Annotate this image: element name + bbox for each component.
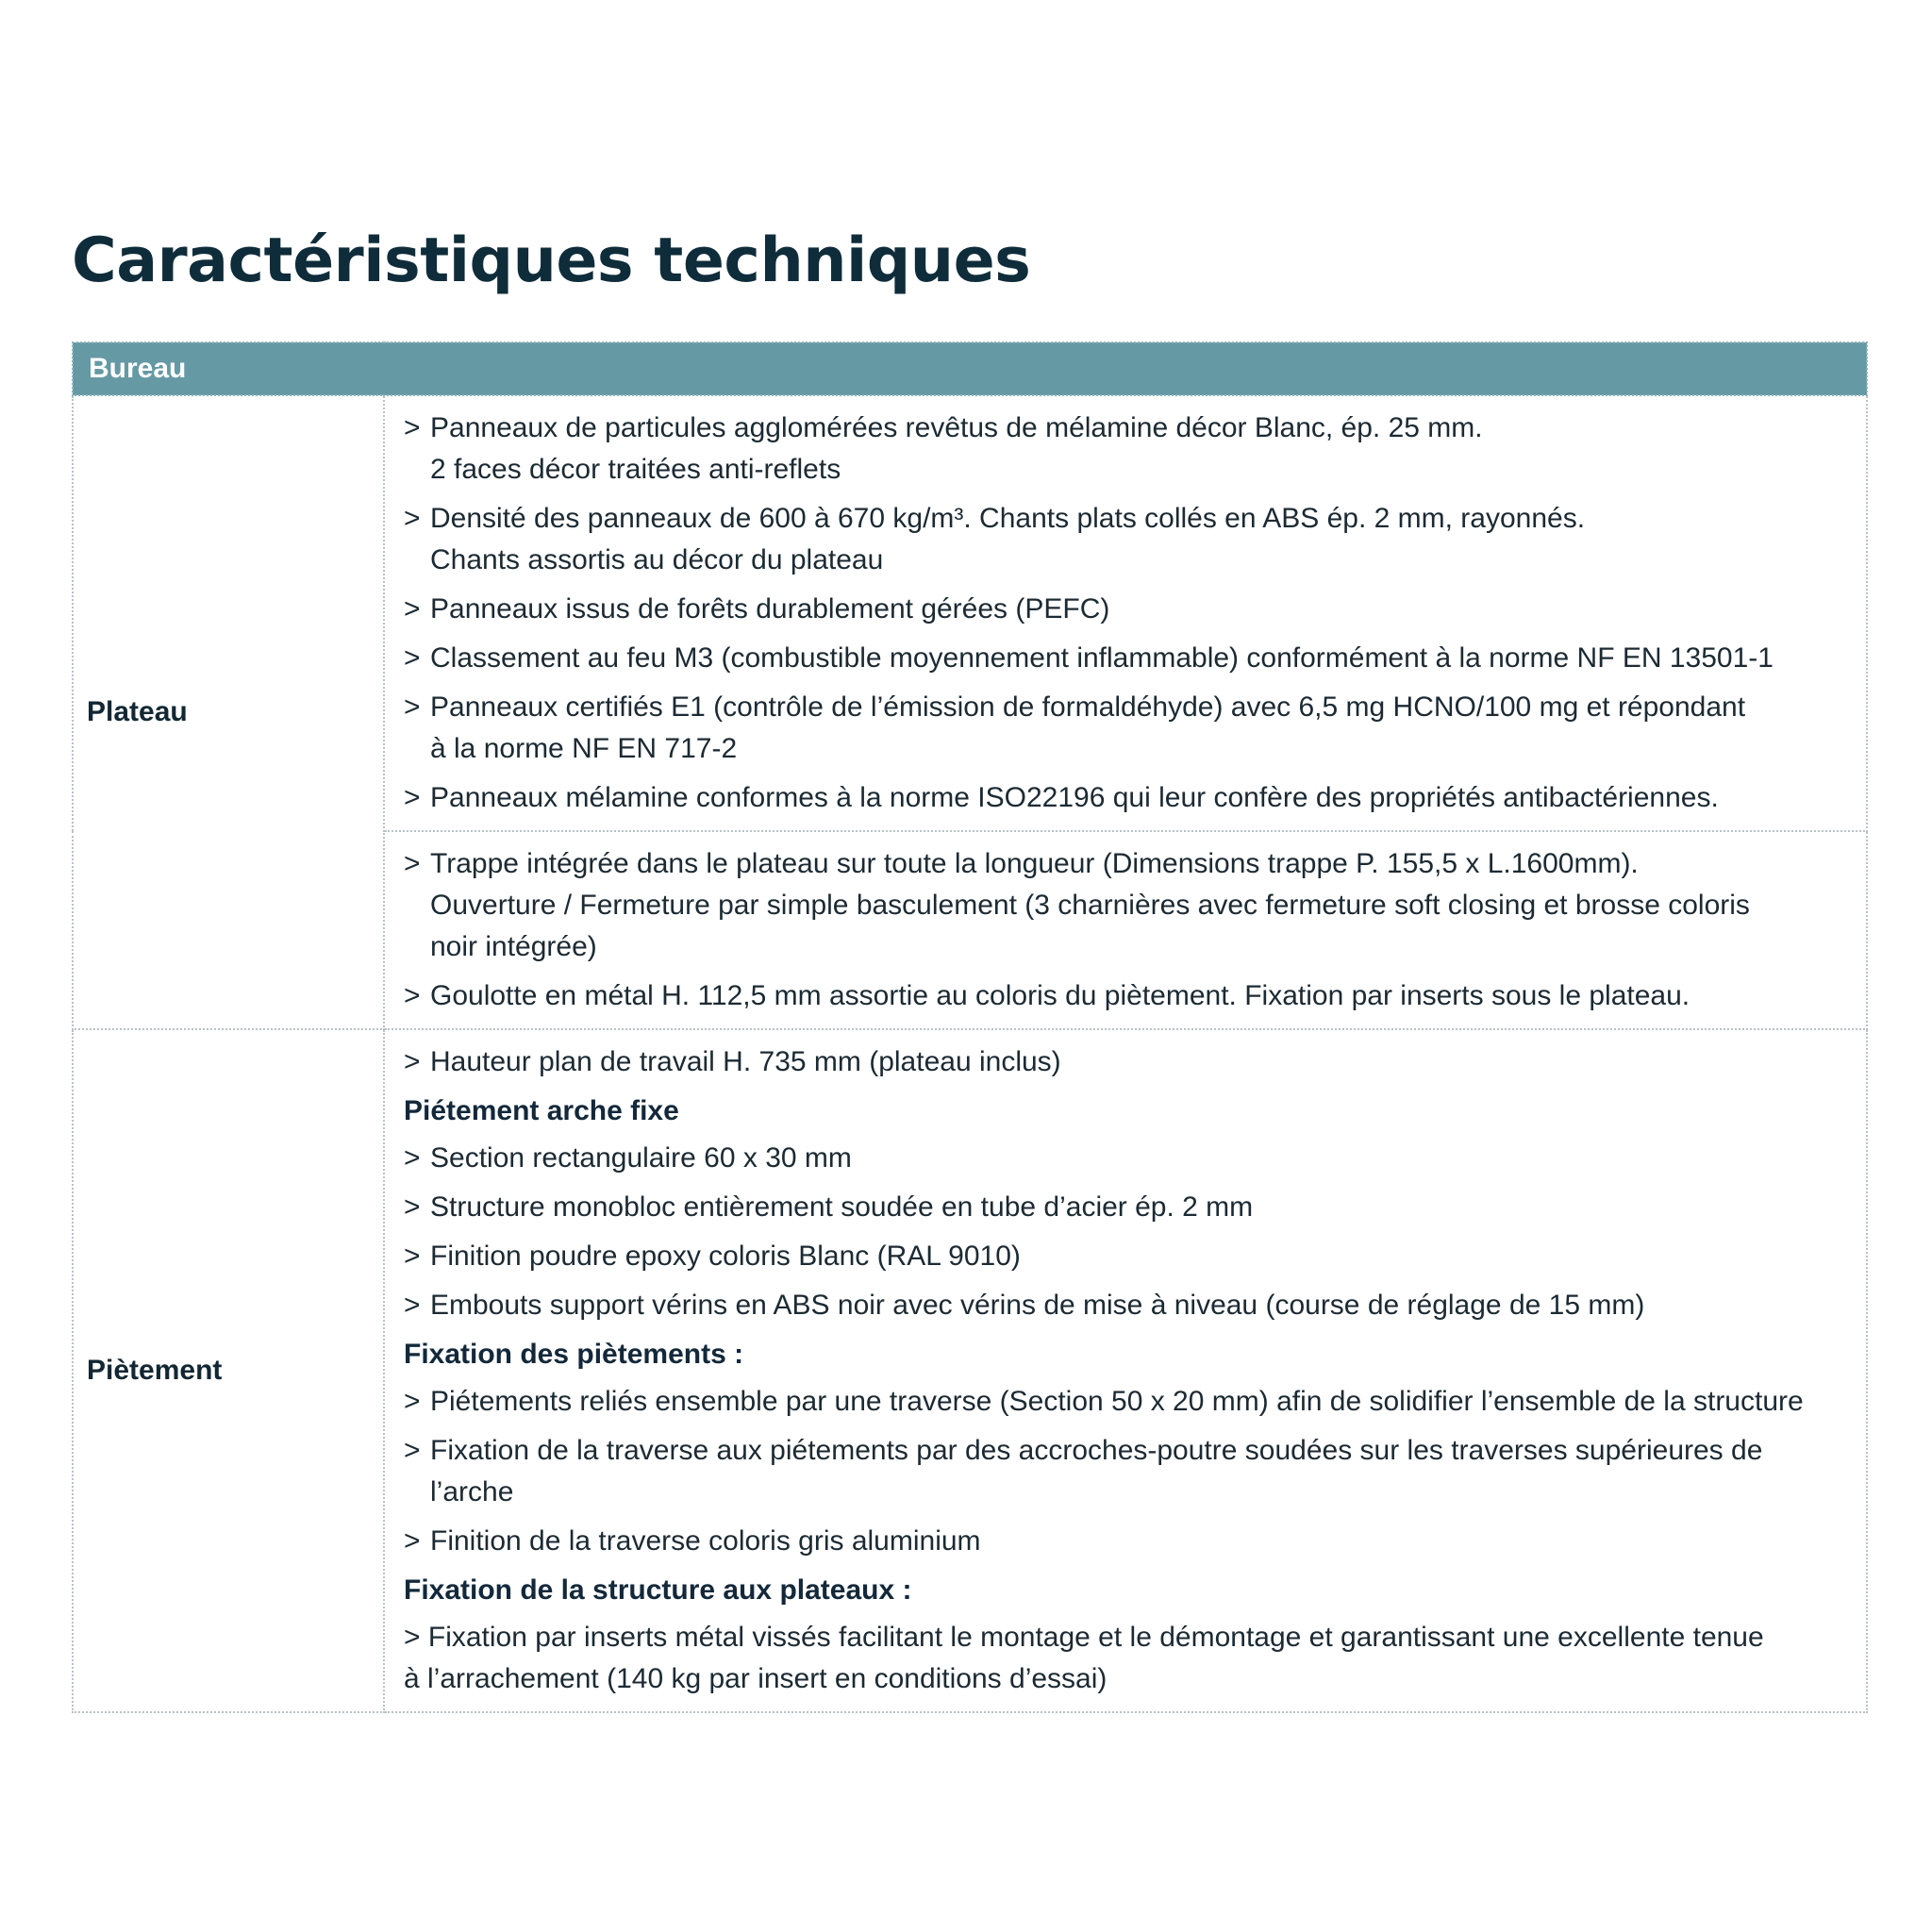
list-item-line: à la norme NF EN 717-2 (430, 733, 738, 764)
list-item-line: Piétements reliés ensemble par une traverse (Section 50 x 20 mm) afin de solidifier l’ensemble de la structure (430, 1386, 1804, 1417)
list-item (404, 498, 1847, 581)
list-item (404, 1236, 1847, 1277)
spec-table (72, 341, 1868, 1713)
list-item-text (430, 408, 1847, 491)
bullet-marker: > (404, 782, 421, 813)
row-label-plateau: Plateau (73, 395, 384, 1029)
list-item (404, 975, 1847, 1017)
list-item (404, 777, 1847, 819)
list-item-line: à l’arrachement (140 kg par insert en conditions d’essai) (404, 1663, 1108, 1694)
list-item-line: Embouts support vérins en ABS noir avec vérins de mise à niveau (course de réglage de 15 mm) (430, 1290, 1645, 1321)
list-item-line: Finition poudre epoxy coloris Blanc (RAL 9010) (430, 1241, 1021, 1272)
list-item-line: Panneaux issus de forêts durablement gérées (PEFC) (430, 593, 1110, 625)
bullet-marker: > (404, 642, 421, 674)
list-item-line: Fixation de la traverse aux piétements par des accroches-poutre soudées sur les traverses supérieures de (430, 1435, 1763, 1466)
list-item-line: Section rectangulaire 60 x 30 mm (430, 1142, 852, 1174)
bullet-marker: > (404, 1386, 421, 1417)
list-item (404, 1617, 1847, 1700)
bullet-marker: > (404, 980, 421, 1011)
list-item-line: Panneaux certifiés E1 (contrôle de l’émission de formaldéhyde) avec 6,5 mg HCNO/100 mg et répondant (430, 691, 1746, 723)
list-item-text (430, 498, 1847, 581)
list-item-text (430, 1236, 1847, 1277)
section-header: Bureau (73, 342, 1867, 395)
list-item-line: Panneaux mélamine conformes à la norme ISO22196 qui leur confère des propriétés antibactériennes. (430, 782, 1719, 813)
subheading: Fixation des piètements : (404, 1339, 744, 1370)
list-item-line: Hauteur plan de travail H. 735 mm (plateau inclus) (430, 1046, 1061, 1077)
list-item-line: Panneaux de particules agglomérées revêtus de mélamine décor Blanc, ép. 25 mm. (430, 412, 1483, 443)
list-item-line: Trappe intégrée dans le plateau sur toute la longueur (Dimensions trappe P. 155,5 x L.1600mm). (430, 848, 1639, 879)
bullet-marker: > (404, 1191, 421, 1223)
list-item-text (430, 1285, 1847, 1326)
table-row-plateau-1 (73, 395, 1867, 831)
list-item-line: l’arche (430, 1476, 514, 1507)
list-item (404, 843, 1847, 968)
list-item-text (430, 589, 1847, 630)
bullet-marker: > (404, 1622, 421, 1653)
list-item-text (430, 975, 1847, 1017)
list-item-text (430, 687, 1847, 770)
list-item-line: Ouverture / Fermeture par simple basculement (3 charnières avec fermeture soft closing et brosse coloris (430, 890, 1750, 921)
list-item-text (430, 777, 1847, 819)
section-header-row (73, 342, 1867, 395)
list-item (404, 1187, 1847, 1228)
list-item-line: Chants assortis au décor du plateau (430, 544, 884, 575)
list-item-text (430, 1187, 1847, 1228)
list-item-line: Classement au feu M3 (combustible moyennement inflammable) conformément à la norme NF EN 13501-1 (430, 642, 1774, 674)
list-item-text (430, 1041, 1847, 1083)
page-title: Caractéristiques techniques (72, 225, 1031, 296)
list-item-line: Structure monobloc entièrement soudée en tube d’acier ép. 2 mm (430, 1191, 1254, 1223)
list-item (404, 589, 1847, 630)
list-item-line: Fixation par inserts métal vissés facilitant le montage et le démontage et garantissant une excellente tenue (427, 1622, 1764, 1653)
bullet-marker: > (404, 1435, 421, 1466)
list-item-text (430, 1381, 1847, 1423)
row-label-pietement: Piètement (73, 1029, 384, 1712)
bullet-marker: > (404, 593, 421, 625)
subheading: Piétement arche fixe (404, 1095, 679, 1126)
list-item-line: Finition de la traverse coloris gris aluminium (430, 1525, 981, 1557)
bullet-marker: > (404, 1046, 421, 1077)
list-item-line: Densité des panneaux de 600 à 670 kg/m³. Chants plats collés en ABS ép. 2 mm, rayonnés. (430, 503, 1586, 534)
list-item-line: 2 faces décor traitées anti-reflets (430, 454, 841, 485)
list-item (404, 1285, 1847, 1326)
bullet-marker: > (404, 412, 421, 443)
pietement-content (384, 1029, 1867, 1712)
list-item-line: Goulotte en métal H. 112,5 mm assortie au coloris du piètement. Fixation par inserts sous le plateau. (430, 980, 1690, 1011)
list-item (404, 1138, 1847, 1179)
list-item (404, 1430, 1847, 1513)
bullet-marker: > (404, 503, 421, 534)
subheading: Fixation de la structure aux plateaux : (404, 1574, 912, 1606)
plateau-content-group-2 (384, 831, 1867, 1029)
table-row-pietement (73, 1029, 1867, 1712)
list-item (404, 1041, 1847, 1083)
list-item (404, 687, 1847, 770)
plateau-content-group-1 (384, 395, 1867, 831)
list-item-text (430, 638, 1847, 679)
bullet-marker: > (404, 1142, 421, 1174)
list-item-text (430, 1138, 1847, 1179)
list-item-text (430, 843, 1847, 968)
bullet-marker: > (404, 691, 421, 723)
list-item-line: noir intégrée) (430, 931, 597, 962)
list-item (404, 408, 1847, 491)
bullet-marker: > (404, 1290, 421, 1321)
bullet-marker: > (404, 848, 421, 879)
bullet-marker: > (404, 1525, 421, 1557)
list-item-text (430, 1430, 1847, 1513)
list-item-text (404, 1622, 1847, 1700)
bullet-marker: > (404, 1241, 421, 1272)
list-item-text (430, 1521, 1847, 1562)
list-item (404, 638, 1847, 679)
list-item (404, 1521, 1847, 1562)
list-item (404, 1381, 1847, 1423)
